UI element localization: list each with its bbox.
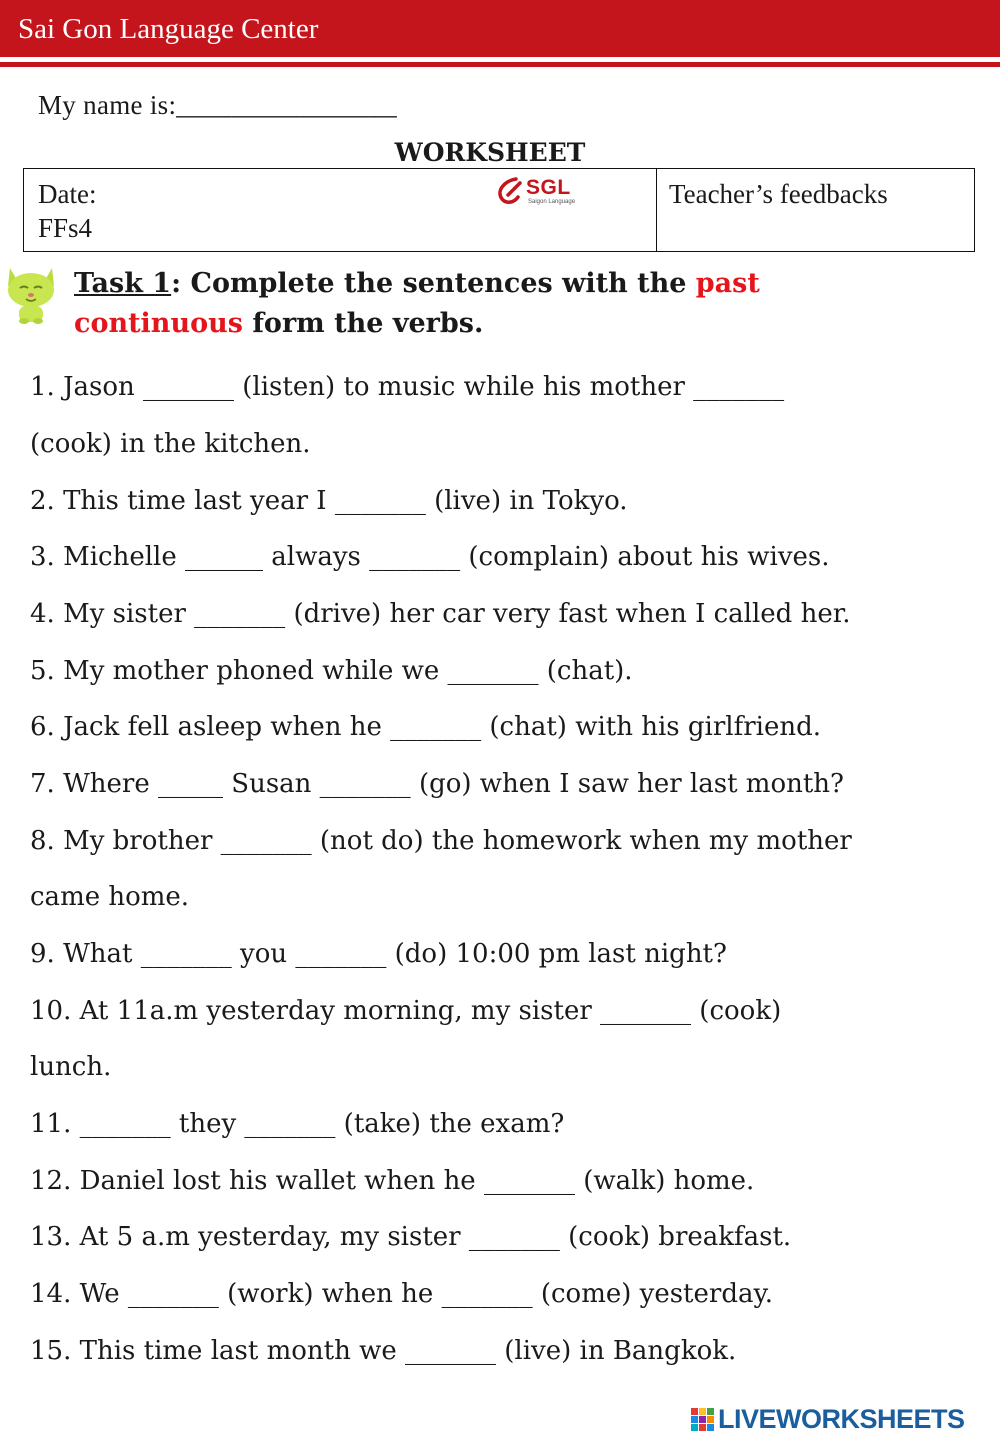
question-line: 11. _______ they _______ (take) the exam? [30, 1109, 565, 1139]
question-line: 13. At 5 a.m yesterday, my sister _______ (cook) breakfast. [30, 1222, 792, 1252]
sgl-logo-icon [494, 175, 594, 209]
question-line: 6. Jack fell asleep when he _______ (chat) with his girlfriend. [30, 712, 821, 742]
question-line: 9. What _______ you _______ (do) 10:00 pm last night? [30, 939, 727, 969]
task-text-before: : Complete the sentences with the [171, 268, 696, 299]
cat-mascot-icon [2, 262, 60, 324]
question-line: 15. This time last month we _______ (live) in Bangkok. [30, 1336, 737, 1366]
question-line: 8. My brother _______ (not do) the homework when my mother [30, 826, 852, 856]
logo-word: SGL [526, 176, 571, 199]
question-line: 14. We _______ (work) when he _______ (come) yesterday. [30, 1279, 773, 1309]
info-left-cell [24, 169, 657, 251]
question-line: (cook) in the kitchen. [30, 429, 311, 459]
question-line: 12. Daniel lost his wallet when he _______ (walk) home. [30, 1166, 755, 1196]
question-line: 1. Jason _______ (listen) to music while his mother _______ [30, 372, 785, 402]
question-line: 7. Where _____ Susan _______ (go) when I saw her last month? [30, 769, 844, 799]
logo-subtext: Saigon Language [528, 199, 576, 205]
center-name: Sai Gon Language Center [18, 13, 319, 45]
question-line: lunch. [30, 1052, 112, 1082]
header-divider [0, 62, 1000, 67]
question-line: 3. Michelle ______ always _______ (complain) about his wives. [30, 542, 830, 572]
header-bar [0, 0, 1000, 57]
feedback-label: Teacher’s feedbacks [669, 179, 888, 209]
info-table [23, 168, 975, 252]
task-label: Task 1 [74, 268, 172, 299]
task-instruction [74, 264, 974, 344]
task-highlight-past: past [695, 268, 760, 299]
worksheet-heading: WORKSHEET [394, 138, 586, 167]
date-label: Date: [38, 179, 97, 209]
question-line: came home. [30, 882, 190, 912]
question-line: 10. At 11a.m yesterday morning, my sister _______ (cook) [30, 996, 782, 1026]
name-prompt: My name is:________________ [38, 90, 398, 120]
class-code: FFs4 [38, 213, 93, 243]
task-highlight-continuous: continuous [74, 308, 243, 339]
question-line: 4. My sister _______ (drive) her car very fast when I called her. [30, 599, 851, 629]
footer-brand: LIVEWORKSHEETS [718, 1404, 965, 1434]
question-line: 5. My mother phoned while we _______ (chat). [30, 656, 633, 686]
liveworksheets-logo-icon [690, 1404, 990, 1434]
question-line: 2. This time last year I _______ (live) in Tokyo. [30, 486, 628, 516]
task-text-after: form the verbs. [242, 308, 484, 339]
